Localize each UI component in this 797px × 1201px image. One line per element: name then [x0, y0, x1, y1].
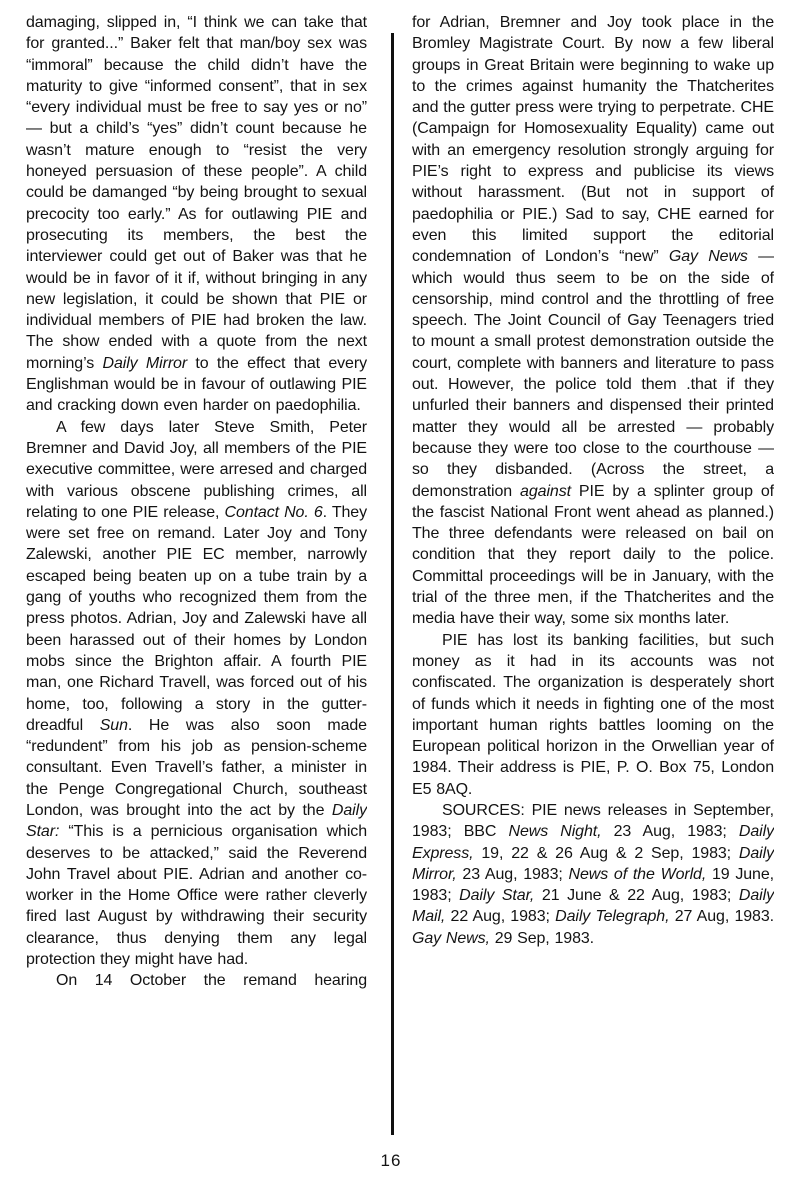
italic-text: Daily Mirror,: [412, 844, 774, 883]
body-text: 27 Aug, 1983.: [669, 908, 774, 926]
paragraph: [26, 970, 367, 991]
paragraph: [26, 417, 367, 971]
right-text-column: [412, 12, 774, 1162]
italic-text: Sun: [99, 716, 128, 734]
body-text: . They were set free on remand. Later Joy and Tony Zalewski, another PIE EC member, narrowly escaped being beaten up on a tube train by a gang of youths who recognized them from the press photos. Adrian, Joy and Zalewski have all been harassed out of their homes by London mobs since the Brighton affair. A fourth PIE man, one Richard Travell, was forced out of his home, too, following a story in the gutter-dreadful: [26, 503, 367, 734]
italic-text: News Night,: [508, 823, 602, 841]
body-text: SOURCES: PIE news releases in September, 1983; BBC: [412, 801, 774, 841]
body-text: PIE has lost its banking facilities, but such money as it had in its accounts was not confiscated. The organization is desperately short of funds which it needs in fighting one of the most important human rights battles looming on the European political horizon in the Orwellian year of 1984. Their address is PIE, P. O. Box 75, London E5 8AQ.: [412, 631, 774, 798]
body-text: . He was also soon made “redundent” from his job as pension-scheme consultant. Even Travell’s father, a minister in the Penge Congregational Church, southeast London, was brought into the act by the: [26, 716, 367, 819]
body-text: — which would thus seem to be on the side of censorship, mind control and the throttling of free speech. The Joint Council of Gay Teenagers tried to mount a small protest demonstration outside the court, complete with banners and literature to pass out. However, the police told them .that if they unfurled their banners and dispensed their printed matter they would all be arrested — probably because they were too close to the courthouse — so they disbanded. (Across the street, a demonstration: [412, 248, 774, 500]
body-text: 19, 22 & 26 Aug & 2 Sep, 1983;: [473, 844, 739, 862]
body-text: 23 Aug, 1983;: [456, 865, 569, 883]
column-divider-rule: [391, 33, 394, 1135]
paragraph: [26, 12, 367, 417]
body-text: 19 June, 1983;: [412, 865, 774, 905]
paragraph: [412, 800, 774, 949]
paragraph: [412, 12, 774, 630]
body-text: to the effect that every Englishman would be in favour of outlawing PIE and cracking down even harder on paedophilia.: [26, 354, 367, 415]
page-number: 16: [380, 1151, 402, 1170]
body-text: PIE by a splinter group of the fascist National Front went ahead as planned.) The three defendants were released on bail on condition that they report daily to the police. Committal proceedings will be in January, with the trial of the three men, if the Thatcherites and the media have their way, some six months later.: [412, 482, 774, 628]
italic-text: Gay News: [668, 248, 748, 266]
italic-text: against: [520, 482, 571, 500]
italic-text: Daily Telegraph,: [555, 908, 670, 926]
italic-text: Daily Star:: [26, 801, 367, 841]
body-text: 21 June & 22 Aug, 1983;: [534, 887, 739, 905]
body-text: for Adrian, Bremner and Joy took place in the Bromley Magistrate Court. By now a few liberal groups in Great Britain were beginning to wake up to the crimes against humanity the Thatcherites and the gutter press were trying to perpetrate. CHE (Campaign for Homosexuality Equality) came out with an emergency resolution strongly arguing for PIE’s right to express and publicise its views without harassment. (But not in support of paedophilia or PIE.) Sad to say, CHE earned for even this limited support the editorial condemnation of London’s “new”: [412, 14, 774, 266]
body-text: 23 Aug, 1983;: [601, 823, 739, 841]
body-text: “This is a pernicious organisation which deserves to be attacked,” said the Reverend John Travel about PIE. Adrian and another co-worker in the Home Office were rather cleverly fired last August by withdrawing their security clearance, thus denying them any legal protection they might have had.: [26, 823, 367, 969]
body-text: 22 Aug, 1983;: [445, 908, 556, 926]
left-text-column: [26, 12, 367, 1162]
body-text: On 14 October the remand hearing: [56, 972, 367, 990]
italic-text: Gay News,: [412, 929, 490, 947]
paragraph: [412, 630, 774, 800]
italic-text: Daily Star,: [459, 887, 535, 905]
body-text: A few days later Steve Smith, Peter Bremner and David Joy, all members of the PIE executive committee, were arresed and charged with various obscene publishing crimes, all relating to one PIE release,: [26, 418, 367, 521]
body-text: damaging, slipped in, “I think we can take that for granted...” Baker felt that man/boy sex was “immoral” because the child didn’t have the maturity to give “informed consent”, that in sex “every individual must be free to say yes or no” — but a child’s “yes” didn’t count because he wasn’t mature enough to “resist the very honeyed persuasion of these people”. A child could be damanged “by being brought to sexual precocity too early.” As for outlawing PIE and prosecuting its members, the best the interviewer could get out of Baker was that he would be in favor of it if, without bringing in any new legislation, it could be shown that PIE or individual members of PIE had broken the law. The show ended with a quote from the next morning’s: [26, 14, 367, 372]
italic-text: Daily Mirror: [102, 354, 188, 372]
body-text: 29 Sep, 1983.: [489, 929, 595, 947]
italic-text: Daily Express,: [412, 823, 774, 862]
italic-text: Daily Mail,: [412, 887, 774, 926]
italic-text: News of the World,: [568, 865, 707, 883]
italic-text: Contact No. 6: [224, 503, 323, 521]
